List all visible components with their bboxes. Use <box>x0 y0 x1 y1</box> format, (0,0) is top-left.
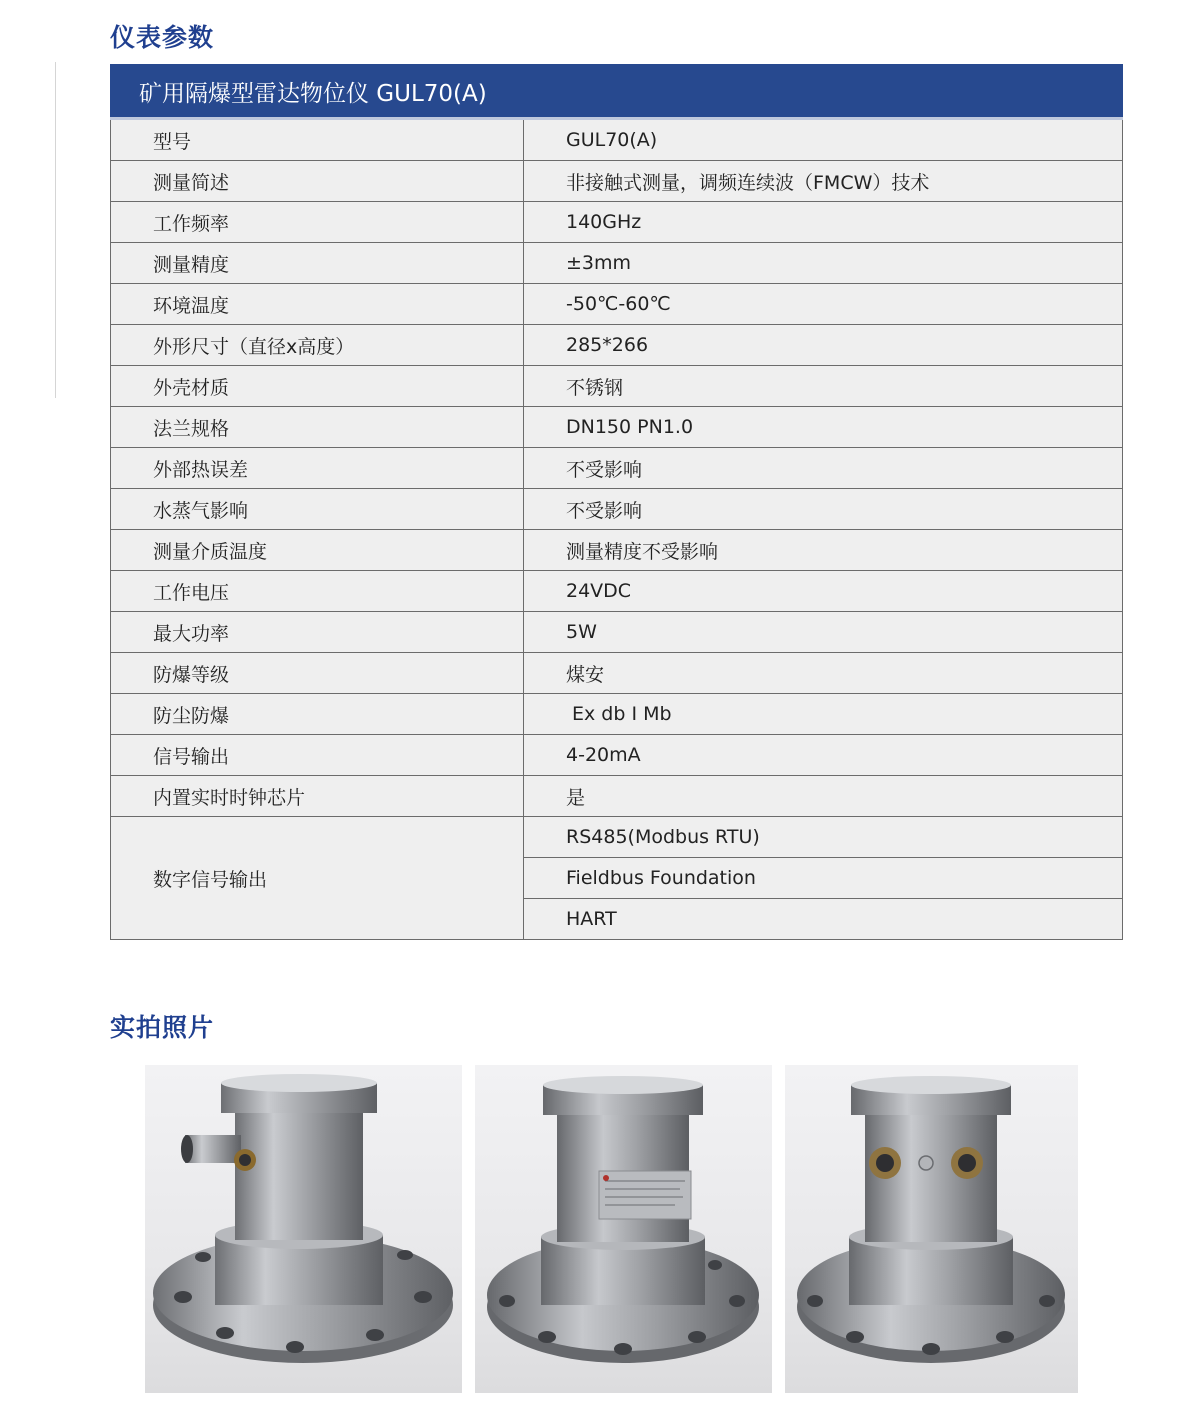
product-photo-side-view <box>785 1065 1078 1393</box>
digital-output-value: HART <box>524 899 1123 940</box>
table-row <box>111 366 1123 407</box>
table-row <box>111 776 1123 817</box>
param-label: 信号输出 <box>111 735 524 776</box>
param-value: 不受影响 <box>524 489 1123 530</box>
param-value: 不受影响 <box>524 448 1123 489</box>
param-label: 内置实时时钟芯片 <box>111 776 524 817</box>
section-title-params: 仪表参数 <box>110 23 215 52</box>
param-value: GUL70(A) <box>524 119 1123 161</box>
param-value: 5W <box>524 612 1123 653</box>
param-label-digital-output: 数字信号输出 <box>111 817 524 940</box>
param-label: 环境温度 <box>111 284 524 325</box>
param-label: 型号 <box>111 119 524 161</box>
param-label: 测量精度 <box>111 243 524 284</box>
table-row <box>111 653 1123 694</box>
photo-gallery <box>0 1065 1200 1395</box>
table-row <box>111 325 1123 366</box>
param-value: 285*266 <box>524 325 1123 366</box>
product-photo-left-view <box>145 1065 462 1393</box>
table-row <box>111 694 1123 735</box>
left-divider <box>55 62 56 398</box>
digital-output-value: Fieldbus Foundation <box>524 858 1123 899</box>
param-value: 测量精度不受影响 <box>524 530 1123 571</box>
table-row <box>111 161 1123 202</box>
table-row <box>111 612 1123 653</box>
spec-table <box>110 64 1123 940</box>
param-value: -50℃-60℃ <box>524 284 1123 325</box>
param-value: 是 <box>524 776 1123 817</box>
param-label: 测量介质温度 <box>111 530 524 571</box>
param-label: 防尘防爆 <box>111 694 524 735</box>
param-value: 非接触式测量，调频连续波（FMCW）技术 <box>524 161 1123 202</box>
param-value: 煤安 <box>524 653 1123 694</box>
param-value: 4-20mA <box>524 735 1123 776</box>
param-label: 外形尺寸（直径x高度） <box>111 325 524 366</box>
section-title-photos: 实拍照片 <box>110 1013 215 1042</box>
param-label: 工作频率 <box>111 202 524 243</box>
table-row <box>111 530 1123 571</box>
table-row <box>111 407 1123 448</box>
table-row <box>111 571 1123 612</box>
param-value: 140GHz <box>524 202 1123 243</box>
param-value: ±3mm <box>524 243 1123 284</box>
digital-output-value: RS485(Modbus RTU) <box>524 817 1123 858</box>
param-value: 不锈钢 <box>524 366 1123 407</box>
table-row <box>111 448 1123 489</box>
table-row <box>111 817 1123 858</box>
param-label: 外壳材质 <box>111 366 524 407</box>
spec-table-title: 矿用隔爆型雷达物位仪 GUL70(A) <box>111 65 1123 119</box>
param-label: 外部热误差 <box>111 448 524 489</box>
table-row <box>111 284 1123 325</box>
param-label: 工作电压 <box>111 571 524 612</box>
param-label: 最大功率 <box>111 612 524 653</box>
table-row <box>111 243 1123 284</box>
param-label: 测量简述 <box>111 161 524 202</box>
spec-table-header-row <box>111 65 1123 119</box>
table-row <box>111 202 1123 243</box>
table-row <box>111 119 1123 161</box>
param-value: DN150 PN1.0 <box>524 407 1123 448</box>
product-photo-front-view <box>475 1065 772 1393</box>
table-row <box>111 735 1123 776</box>
param-value: Ex db I Mb <box>524 694 1123 735</box>
param-label: 法兰规格 <box>111 407 524 448</box>
table-row <box>111 489 1123 530</box>
param-label: 水蒸气影响 <box>111 489 524 530</box>
param-label: 防爆等级 <box>111 653 524 694</box>
param-value: 24VDC <box>524 571 1123 612</box>
